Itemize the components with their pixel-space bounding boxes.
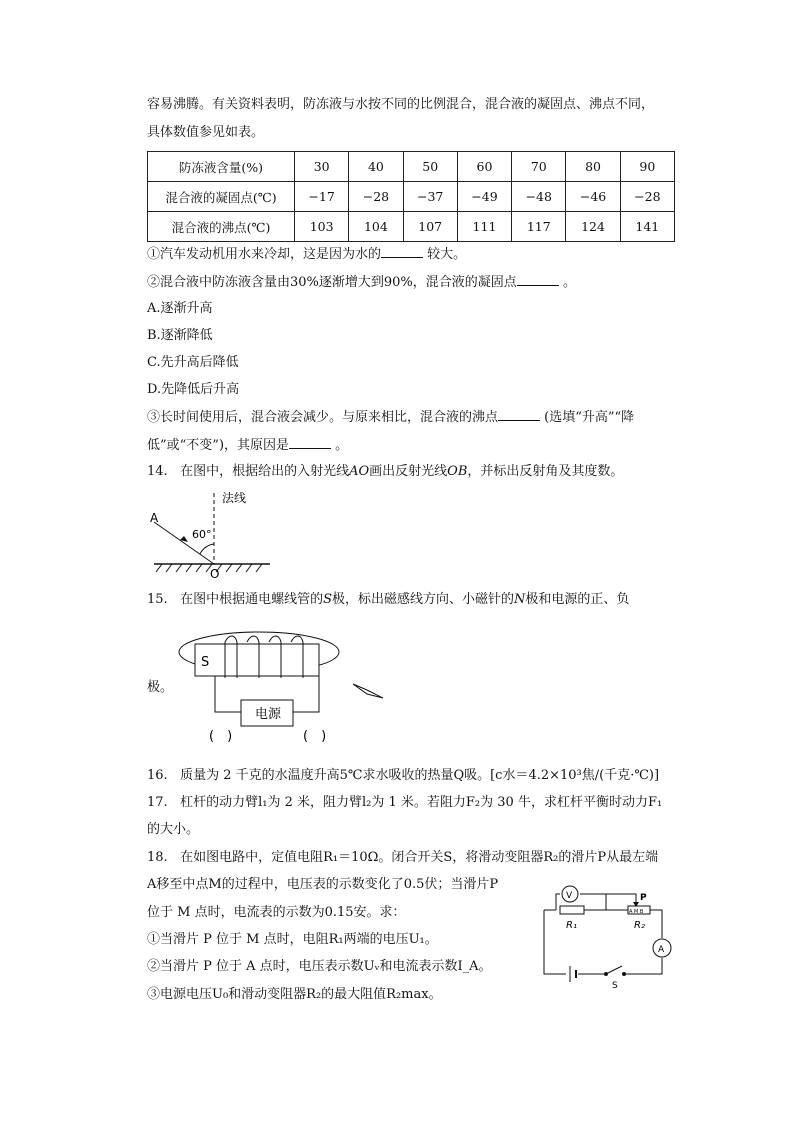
table-cell: −46	[566, 182, 620, 212]
table-cell: 124	[566, 212, 620, 242]
voltmeter-wire-left	[556, 894, 560, 910]
point-a-label: A	[150, 511, 159, 525]
question-number: 14.	[147, 464, 168, 479]
q18-line2: A移至中点M的过程中，电压表的示数变化了0.5伏；当滑片P	[147, 877, 499, 892]
table-cell: 107	[403, 212, 457, 242]
table-cell: −28	[620, 182, 674, 212]
table-cell: −48	[512, 182, 566, 212]
table-row	[148, 152, 675, 182]
q13-part1-tail: 较大。	[427, 247, 467, 262]
q13-part3-hint-cont: 低”或“不变”)，其原因是	[147, 438, 290, 453]
q16-text	[147, 767, 659, 785]
table-cell: 111	[457, 212, 511, 242]
answer-blank	[498, 408, 540, 421]
table-cell: −17	[295, 182, 349, 212]
slider-wire	[606, 894, 636, 904]
battery-icon	[570, 966, 576, 982]
q17-body: 杠杆的动力臂l₁为 2 米，阻力臂l₂为 1 米。若阻力F₂为 30 牛，求杠杆平衡时动力F₁	[180, 795, 663, 810]
compass-needle-icon	[353, 684, 383, 698]
q18-sub1: ①当滑片 P 位于 M 点时，电阻R₁两端的电压U₁。	[147, 932, 438, 947]
q13-part2-tail: 。	[562, 275, 576, 290]
q15-text-c: 极和电源的正、负	[525, 592, 630, 607]
pole-s: S	[323, 592, 333, 607]
table-cell: −28	[349, 182, 403, 212]
table-cell: −49	[457, 182, 511, 212]
q13-part3	[147, 408, 634, 427]
row-header: 防冻液含量(%)	[148, 152, 295, 182]
row-header: 混合液的沸点(℃)	[148, 212, 295, 242]
q18-body: 在如图电路中，定值电阻R₁＝10Ω。闭合开关S，将滑动变阻器R₂的滑片P从最左端	[180, 850, 659, 865]
question-number: 18.	[147, 850, 168, 865]
reflection-diagram	[140, 488, 280, 580]
table-cell: 40	[349, 152, 403, 182]
q17-text-cont: 的大小。	[147, 822, 200, 837]
table-cell: 60	[457, 152, 511, 182]
switch-icon	[605, 966, 626, 976]
ray-ao: AO	[349, 464, 370, 479]
answer-blank	[289, 436, 331, 449]
intro-line-1: 容易沸腾。有关资料表明，防冻液与水按不同的比例混合，混合液的凝固点、沸点不同，	[147, 97, 655, 112]
table-cell: 80	[566, 152, 620, 182]
table-cell: 117	[512, 212, 566, 242]
point-o-label: O	[210, 567, 220, 581]
q13-option-b: B.逐渐降低	[147, 328, 213, 343]
mirror-hatching	[156, 564, 262, 572]
q14-text-a: 在图中，根据给出的入射光线	[180, 464, 350, 479]
q18-sub3: ③电源电压U₀和滑动变阻器R₂的最大阻值R₂max。	[147, 987, 442, 1002]
q13-part3-tail: 。	[335, 438, 349, 453]
circuit-diagram	[536, 880, 686, 991]
table-cell: 141	[620, 212, 674, 242]
table-cell: 104	[349, 212, 403, 242]
voltmeter-label: V	[566, 891, 573, 901]
q18-text	[147, 849, 658, 867]
wire-left	[215, 676, 241, 712]
q17-text	[147, 794, 662, 812]
q13-part1	[147, 245, 466, 264]
table-cell: −37	[403, 182, 457, 212]
q15-text	[147, 591, 629, 609]
q18-sub2: ②当滑片 P 位于 A 点时，电压表示数Uᵥ和电流表示数I_A。	[147, 959, 492, 974]
wire-bottom-right	[624, 958, 662, 974]
row-header: 混合液的凝固点(℃)	[148, 182, 295, 212]
angle-arc	[200, 544, 214, 554]
q14-text-c: ，并标出反射角及其度数。	[467, 464, 624, 479]
resistor-r1	[560, 906, 584, 914]
rheostat-marks: A M B	[629, 909, 644, 915]
wire-right	[650, 910, 662, 938]
q13-option-c: C.先升高后降低	[147, 355, 239, 370]
wire-top-left	[544, 910, 566, 974]
answer-blank	[381, 245, 423, 258]
q13-option-d: D.先降低后升高	[147, 382, 240, 397]
q13-part3-hint: (选填“升高”“降	[544, 410, 635, 425]
wire-right	[293, 676, 319, 712]
table-row	[148, 182, 675, 212]
table-row	[148, 212, 675, 242]
q13-option-a: A.逐渐升高	[147, 301, 213, 316]
question-number: 17.	[147, 795, 168, 810]
terminal-left-blank: ( )	[209, 729, 233, 744]
switch-label: S	[612, 981, 618, 991]
q13-part3-text: ③长时间使用后，混合液会减少。与原来相比，混合液的沸点	[147, 410, 499, 425]
solenoid-s-label: S	[201, 655, 210, 670]
table-cell: 103	[295, 212, 349, 242]
q15-text-a: 在图中根据通电螺线管的	[180, 592, 324, 607]
slider-label: P	[640, 893, 647, 903]
pole-n: N	[514, 592, 526, 607]
q14-text	[147, 463, 623, 481]
r2-label: R₂	[634, 920, 645, 931]
antifreeze-table	[147, 151, 675, 242]
r1-label: R₁	[566, 920, 577, 931]
q16-body: 质量为 2 千克的水温度升高5℃求水吸收的热量Q吸。[c水＝4.2×10³焦/(千克·℃)]	[180, 768, 660, 783]
q13-part1-text: ①汽车发动机用水来冷却，这是因为水的	[147, 247, 382, 262]
table-cell: 90	[620, 152, 674, 182]
solenoid-core	[195, 644, 319, 676]
normal-label: 法线	[222, 491, 247, 505]
angle-label: 60°	[192, 528, 212, 541]
ray-ob: OB	[447, 464, 468, 479]
q14-text-b: 画出反射光线	[369, 464, 448, 479]
power-source-label: 电源	[255, 707, 282, 722]
q13-part3-cont	[147, 436, 348, 455]
table-cell: 70	[512, 152, 566, 182]
terminal-right-blank: ( )	[303, 729, 327, 744]
q18-line3: 位于 M 点时，电流表的示数为0.15安。求：	[147, 905, 406, 920]
q15-text-b: 极，标出磁感线方向、小磁针的	[332, 592, 515, 607]
answer-blank	[517, 273, 559, 286]
question-number: 16.	[147, 768, 168, 783]
q13-part2-text: ②混合液中防冻液含量由30%逐渐增大到90%，混合液的凝固点	[147, 275, 517, 290]
solenoid-diagram	[175, 622, 395, 746]
table-cell: 50	[403, 152, 457, 182]
intro-line-2: 具体数值参见如表。	[147, 125, 265, 140]
ammeter-label: A	[658, 945, 665, 955]
table-cell: 30	[295, 152, 349, 182]
question-number: 15.	[147, 592, 168, 607]
q15-text-end: 极。	[147, 680, 174, 695]
q13-part2	[147, 273, 576, 292]
